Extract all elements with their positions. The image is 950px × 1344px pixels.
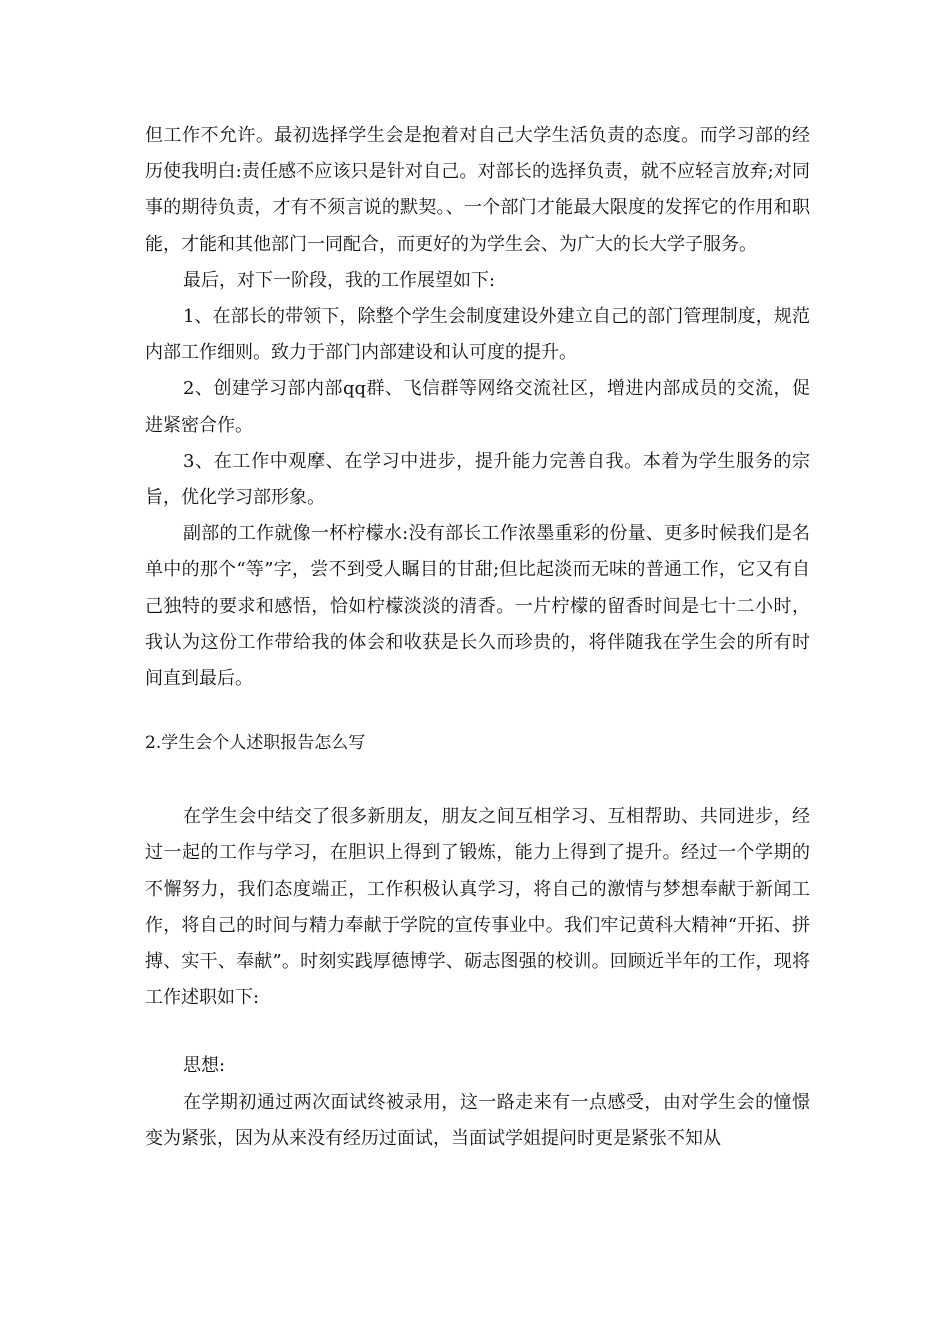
spacer <box>145 761 810 799</box>
paragraph-new-friends: 在学生会中结交了很多新朋友，朋友之间互相学习、互相帮助、共同进步，经过一起的工作与学习，在胆识上得到了锻炼，能力上得到了提升。经过一个学期的不懈努力，我们态度端正，工作积极认真学习，将自己的激情与梦想奉献于新闻工作，将自己的时间与精力奉献于学院的宣传事业中。我们牢记黄科大精神“开拓、拼搏、实干、奉献”。时刻实践厚德博学、砺志图强的校训。回顾近半年的工作，现将工作述职如下: <box>145 806 810 1009</box>
spacer <box>145 1016 810 1048</box>
paragraph-lemon-water: 副部的工作就像一杯柠檬水:没有部长工作浓墨重彩的份量、更多时候我们是名单中的那个“等”字，尝不到受人瞩目的甘甜;但比起淡而无味的普通工作，它又有自己独特的要求和感悟，恰如柠檬淡淡的清香。一片柠檬的留香时间是七十二小时，我认为这份工作带给我的体会和收获是长久而珍贵的，将伴随我在学生会的所有时间直到最后。 <box>145 523 810 690</box>
paragraph-outlook-item-1: 1、在部长的带领下，除整个学生会制度建设外建立自己的部门管理制度，规范内部工作细则。致力于部门内部建设和认可度的提升。 <box>145 306 810 364</box>
spacer <box>145 697 810 725</box>
paragraph-thought-label: 思想: <box>183 1055 226 1077</box>
paragraph-responsibility: 但工作不允许。最初选择学生会是抱着对自己大学生活负责的态度。而学习部的经历使我明白:责任感不应该只是针对自己。对部长的选择负责，就不应轻言放弃;对同事的期待负责，才有不须言说的默契。、一个部门才能最大限度的发挥它的作用和职能，才能和其他部门一同配合，而更好的为学生会、为广大的长大学子服务。 <box>145 125 811 255</box>
section-heading: 2.学生会个人述职报告怎么写 <box>145 733 366 754</box>
document-page <box>145 118 810 1157</box>
paragraph-outlook-item-2: 2、创建学习部内部qq群、飞信群等网络交流社区，增进内部成员的交流，促进紧密合作。 <box>145 378 810 436</box>
paragraph-outlook-item-3: 3、在工作中观摩、在学习中进步，提升能力完善自我。本着为学生服务的宗旨，优化学习部形象。 <box>145 450 810 509</box>
paragraph-outlook-intro: 最后，对下一阶段，我的工作展望如下: <box>183 269 496 291</box>
paragraph-interview: 在学期初通过两次面试终被录用，这一路走来有一点感受，由对学生会的憧憬变为紧张，因为从来没有经历过面试，当面试学姐提问时更是紧张不知从 <box>145 1091 810 1149</box>
